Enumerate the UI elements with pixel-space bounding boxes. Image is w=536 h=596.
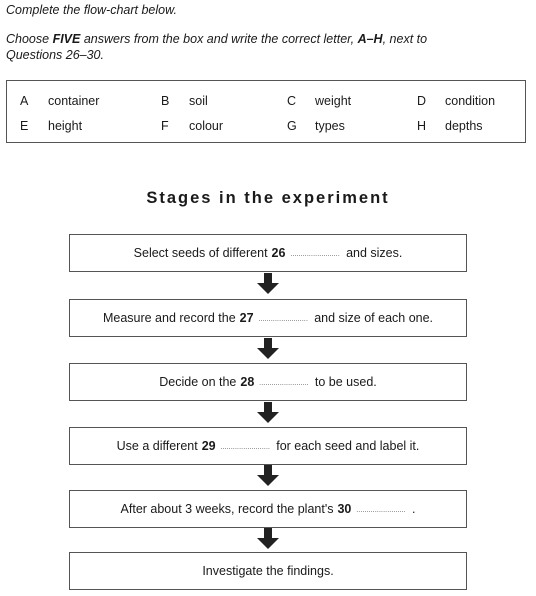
option-text: depths [445, 119, 483, 133]
instruction-emphasis-five: FIVE [52, 32, 81, 46]
option-letter: F [161, 119, 169, 133]
stage-text-before: Select seeds of different [133, 246, 268, 260]
instruction-text-2: answers from the box and write the correct letter, [80, 32, 358, 46]
option-letter: H [417, 119, 427, 133]
stage-text-after: and sizes. [346, 246, 403, 260]
option-text: colour [189, 119, 224, 133]
option-text: condition [445, 94, 496, 108]
option-d [417, 93, 495, 109]
question-number-30: 30 [337, 502, 352, 516]
answer-blank-26[interactable]: ........................ [290, 252, 341, 258]
instruction-text-1: Choose [6, 32, 53, 46]
answer-blank-30[interactable]: ........................ [356, 508, 406, 514]
option-letter: D [417, 94, 427, 108]
question-number-26: 26 [271, 246, 286, 260]
option-letter: E [20, 119, 29, 133]
answer-blank-28[interactable]: ........................ [259, 381, 309, 387]
stage-text-before: Use a different [116, 439, 198, 453]
option-text: weight [315, 94, 352, 108]
option-text: types [315, 119, 345, 133]
instruction-emphasis-range: A–H [357, 32, 383, 46]
option-letter: A [20, 94, 29, 108]
option-text: container [48, 94, 100, 108]
down-arrow-icon [256, 273, 280, 295]
down-arrow-icon [256, 402, 280, 424]
question-number-28: 28 [240, 375, 255, 389]
option-g [287, 118, 345, 134]
stage-text-before: Investigate the findings. [202, 564, 334, 578]
instruction-choose [6, 31, 476, 63]
down-arrow-icon [256, 528, 280, 550]
option-text: height [48, 119, 83, 133]
flowchart-stage-4 [69, 427, 467, 465]
option-e [20, 118, 82, 134]
option-letter: B [161, 94, 170, 108]
stage-text-after: and size of each one. [314, 311, 434, 325]
option-letter: C [287, 94, 297, 108]
down-arrow-icon [256, 465, 280, 487]
flowchart-stage-1 [69, 234, 467, 272]
option-text: soil [189, 94, 208, 108]
stage-text-after: to be used. [314, 375, 377, 389]
option-letter: G [287, 119, 297, 133]
answer-blank-29[interactable]: ........................ [220, 445, 271, 451]
stage-text-after: . [411, 502, 416, 516]
flowchart-stage-6 [69, 552, 467, 590]
flowchart-title: Stages in the experiment [146, 189, 390, 207]
stage-text-before: Decide on the [159, 375, 237, 389]
down-arrow-icon [256, 338, 280, 360]
flowchart-stage-2 [69, 299, 467, 337]
stage-text-before: After about 3 weeks, record the plant's [120, 502, 334, 516]
instruction-text-3: , next to Questions 26–30. [6, 32, 428, 62]
question-number-29: 29 [201, 439, 216, 453]
flowchart-stage-3 [69, 363, 467, 401]
option-a [20, 93, 99, 109]
instruction-complete: Complete the flow-chart below. [6, 3, 177, 17]
options-box [6, 80, 526, 143]
option-f [161, 118, 223, 134]
option-b [161, 93, 208, 109]
flowchart-stage-5 [69, 490, 467, 528]
question-number-27: 27 [239, 311, 254, 325]
answer-blank-27[interactable]: ........................ [258, 317, 309, 323]
stage-text-after: for each seed and label it. [276, 439, 420, 453]
option-h [417, 118, 483, 134]
stage-text-before: Measure and record the [102, 311, 236, 325]
option-c [287, 93, 351, 109]
